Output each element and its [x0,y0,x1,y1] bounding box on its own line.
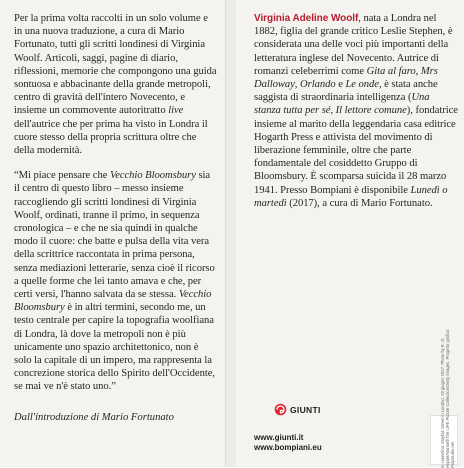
bompiani-url: www.bompiani.eu [254,443,322,452]
quote-attribution: Dall'introduzione di Mario Fortunato [14,412,174,423]
publisher-urls [254,433,322,453]
fold-gutter [226,0,236,467]
left-flap-text [14,12,218,406]
author-bio: Virginia Adeline Woolf, nata a Londra nel 1882, figlia del grande critico Leslie Stephen, è considerata una delle voci più importanti della letteratura inglese del Novecento. Autrice di romanzi celeberrimi come Gita al faro, Mrs Dalloway, Orlando e Le onde, è stata anche saggista di straordinaria intelligenza (Una stanza tutta per sé, Il lettore comune), fondatrice insieme al marito della leggendaria casa editrice Hogarth Press e attivista del movimento di liberazione femminile, oltre che parte fondamentale del cosiddetto Gruppo di Bloomsbury. È scomparsa suicida il 28 marzo 1941. Presso Bompiani è disponibile Lunedì o martedì (2017), a cura di Mario Fortunato. [254,13,458,209]
quote-paragraph: “Mi piace pensare che Vecchio Bloomsbury sia il centro di questo libro – messo insieme raccogliendo gli scritti londinesi di Virginia Woolf, ordinati, tranne il primo, in sequenza cronologica – e che ne sia quindi in qualche modo il cuore: che batte e pulsa della vita vera della scrittrice raccontata in prima persona, senza mediazioni letterarie, senza cioè il ricorso a quelle forme che lei tanto amava e che, per certi versi, l'hanno salvata da se stessa. Vecchio Bloomsbury è in altri termini, secondo me, un testo centrale per capire la topografia woolfiana di Londra, là dove la metropoli non è più unicamente uno spazio architettonico, non è solo la capitale di un impero, ma rappresenta la concrezione storica dello Spirito dell'Occidente, se mai ve n'è stato uno.” [14,170,215,393]
author-name: Virginia Adeline Woolf [254,13,359,24]
intro-paragraph: Per la prima volta raccolti in un solo volume e in una nuova traduzione, a cura di Mario Fortunato, tutti gli scritti londinesi di Virginia Woolf. Articoli, saggi, pagine di diario, riflessioni, memorie che compongono una guida sontuosa e abbacinante della grande metropoli, centro di gravità dell'intero Novecento, e insieme un commovente autoritratto live dell'autrice che per prima ha visto in Londra il cuore stesso della propria scrittura oltre che della modernità. [14,13,217,157]
giunti-logo-icon [274,403,287,416]
publisher-logo [274,403,321,416]
cover-credit: In copertina: Mayfair Street in London, 19 giugno 1927. Photo by E. O. Hoppé/Mansell/The LIFE Picture Collection/Getty Images. Progetto grafico: Polystudio.net [440,328,455,468]
giunti-url: www.giunti.it [254,433,304,442]
publisher-name: GIUNTI [290,404,321,415]
